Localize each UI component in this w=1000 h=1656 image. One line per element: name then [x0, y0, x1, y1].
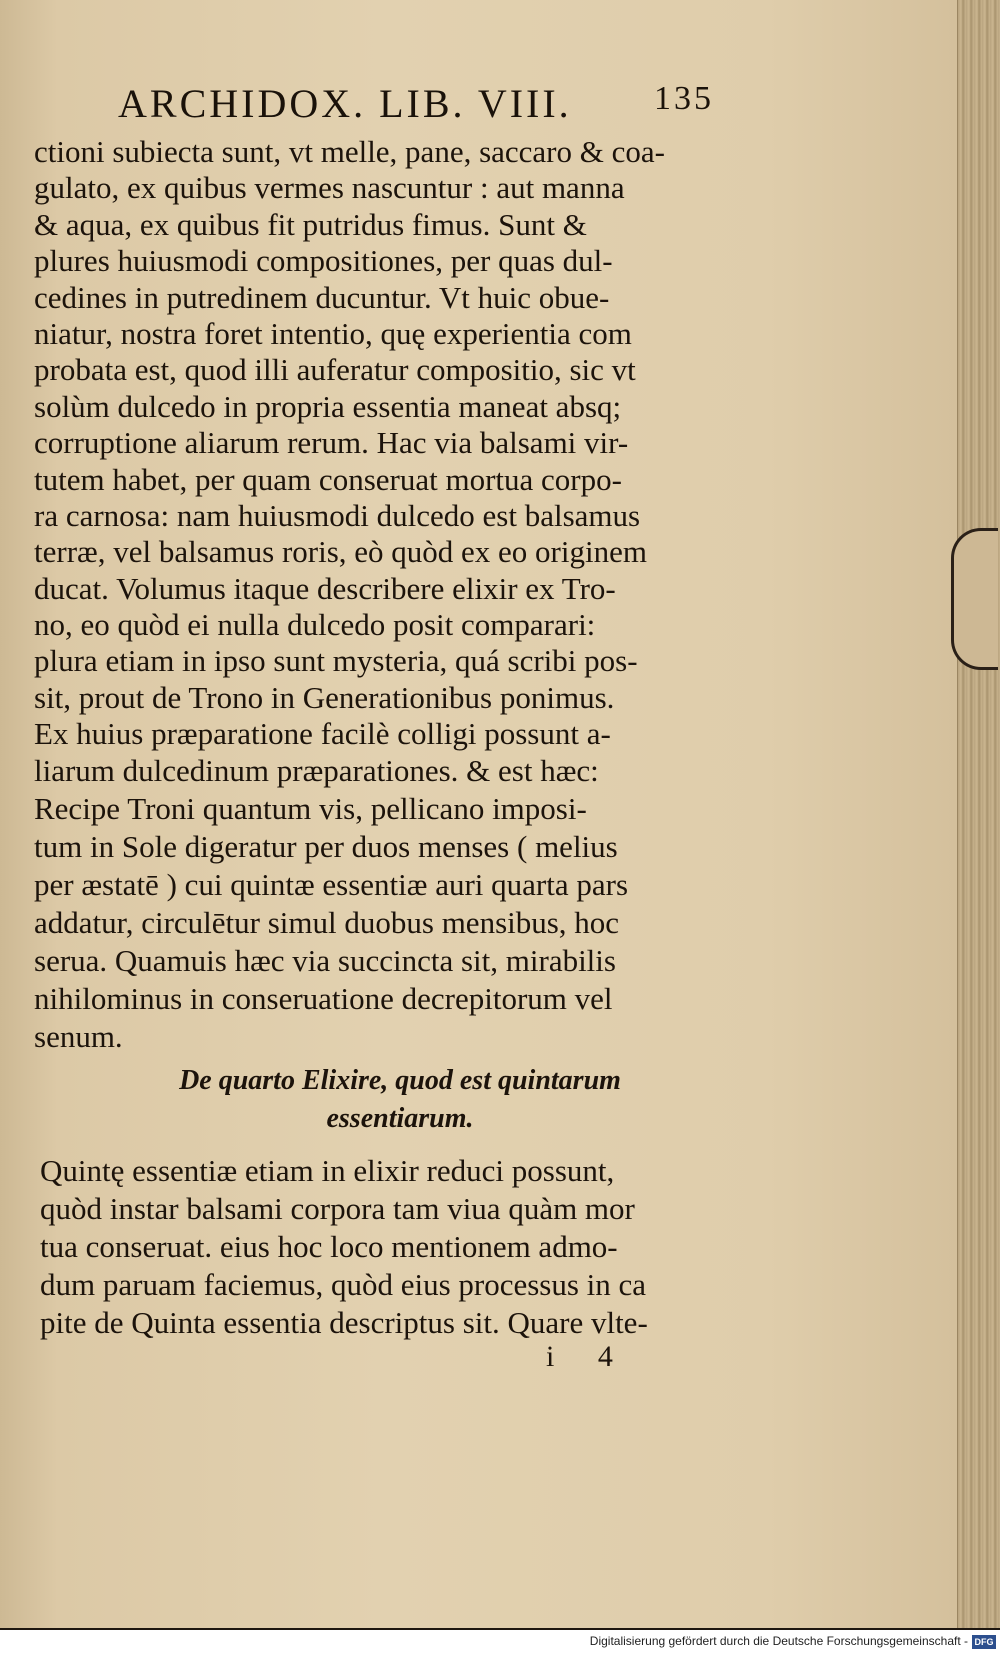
section-paragraph — [40, 1152, 730, 1342]
running-head-title: ARCHIDOX. LIB. VIII. — [118, 81, 572, 126]
body-paragraph — [34, 134, 724, 789]
text-line: plura etiam in ipso sunt mysteria, quá scribi pos- — [34, 643, 638, 679]
text-line: solùm dulcedo in propria essentia maneat absq; — [34, 388, 622, 424]
text-line: tua conseruat. eius hoc loco mentionem admo- — [40, 1229, 618, 1264]
text-line: Recipe Troni quantum vis, pellicano imposi- — [34, 791, 587, 826]
text-line: gulato, ex quibus vermes nascuntur : aut manna — [34, 170, 625, 206]
text-line: tum in Sole digeratur per duos menses ( melius — [34, 829, 618, 864]
text-line: sit, prout de Trono in Generationibus ponimus. — [34, 679, 615, 715]
text-line: tutem habet, per quam conseruat mortua corpo- — [34, 461, 622, 497]
text-line: plures huiusmodi compositiones, per quas dul- — [34, 243, 613, 279]
text-line: quòd instar balsami corpora tam viua quàm mor — [40, 1191, 635, 1226]
text-line: serua. Quamuis hæc via succincta sit, mirabilis — [34, 943, 616, 978]
text-line: niatur, nostra foret intentio, quę experientia com — [34, 315, 632, 351]
recipe-paragraph — [34, 790, 724, 1056]
text-line: corruptione aliarum rerum. Hac via balsami vir- — [34, 425, 629, 461]
running-head — [118, 80, 738, 126]
text-line: addatur, circulētur simul duobus mensibus, hoc — [34, 905, 620, 940]
text-line: nihilominus in conseruatione decrepitorum vel — [34, 981, 613, 1016]
text-line: pite de Quinta essentia descriptus sit. Quare vlte- — [40, 1305, 648, 1340]
page-number: 135 — [654, 80, 714, 117]
footer-credit: Digitalisierung gefördert durch die Deutsche Forschungsgemeinschaft - — [589, 1634, 968, 1648]
text-line: ctioni subiecta sunt, vt melle, pane, saccaro & coa- — [34, 134, 665, 169]
text-line: probata est, quod illi auferatur compositio, sic vt — [34, 352, 636, 388]
section-heading — [140, 1062, 660, 1138]
section-heading-line: essentiarum. — [326, 1103, 474, 1134]
section-heading-line: De quarto Elixire, quod est quintarum — [179, 1065, 621, 1096]
text-line: terræ, vel balsamus roris, eò quòd ex eo originem — [34, 534, 647, 570]
text-line: & aqua, ex quibus fit putridus fimus. Sunt & — [34, 206, 587, 242]
printer-signature: i 4 — [546, 1340, 631, 1373]
text-line: cedines in putredinem ducuntur. Vt huic obue- — [34, 279, 610, 315]
text-line: per æstatē ) cui quintæ essentiæ auri quarta pars — [34, 867, 629, 902]
dfg-logo-icon: DFG — [972, 1635, 996, 1649]
book-clasp — [951, 528, 998, 670]
text-line: ducat. Volumus itaque describere elixir ex Tro- — [34, 570, 616, 606]
page-edge-stack — [957, 0, 1000, 1628]
text-line: Quintę essentiæ etiam in elixir reduci possunt, — [40, 1153, 615, 1188]
digitization-footer — [0, 1630, 1000, 1656]
text-line: senum. — [34, 1019, 123, 1054]
text-line: Ex huius præparatione facilè colligi possunt a- — [34, 716, 611, 752]
text-line: liarum dulcedinum præparationes. & est hæc: — [34, 752, 599, 788]
text-line: dum paruam faciemus, quòd eius processus in ca — [40, 1267, 647, 1302]
text-line: ra carnosa: nam huiusmodi dulcedo est balsamus — [34, 497, 641, 533]
text-line: no, eo quòd ei nulla dulcedo posit comparari: — [34, 607, 596, 643]
